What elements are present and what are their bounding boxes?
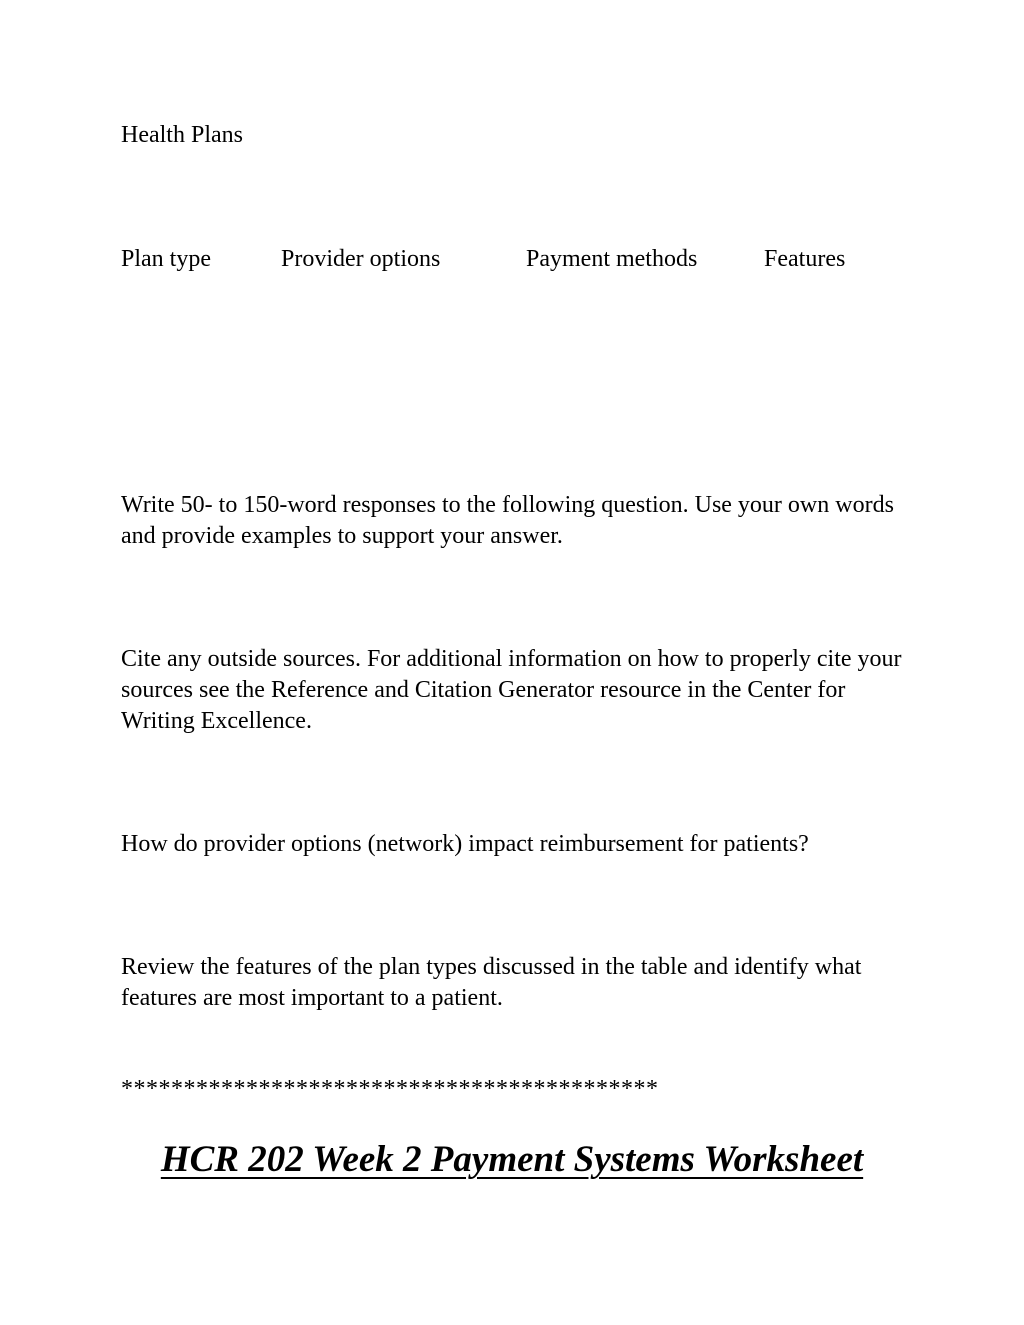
table-header-features: Features bbox=[764, 246, 846, 272]
document-title: HCR 202 Week 2 Payment Systems Worksheet bbox=[160, 1139, 864, 1180]
citation-paragraph: Cite any outside sources. For additional information on how to properly cite your sources see the Reference and Citation Generator resource in the Center for Writing Excellence. bbox=[121, 646, 902, 734]
table-header-plan-type: Plan type bbox=[121, 246, 211, 272]
question-plan-features: Review the features of the plan types discussed in the table and identify what features are most important to a patient. bbox=[121, 954, 862, 1011]
question-network-reimbursement: How do provider options (network) impact reimbursement for patients? bbox=[121, 831, 809, 857]
table-header-payment-methods: Payment methods bbox=[526, 246, 698, 272]
table-header-provider-options: Provider options bbox=[281, 246, 441, 272]
instructions-paragraph: Write 50- to 150-word responses to the following question. Use your own words and provide examples to support your answer. bbox=[121, 492, 894, 549]
separator-line: ******************************************* bbox=[121, 1076, 659, 1102]
section-heading: Health Plans bbox=[121, 122, 243, 148]
